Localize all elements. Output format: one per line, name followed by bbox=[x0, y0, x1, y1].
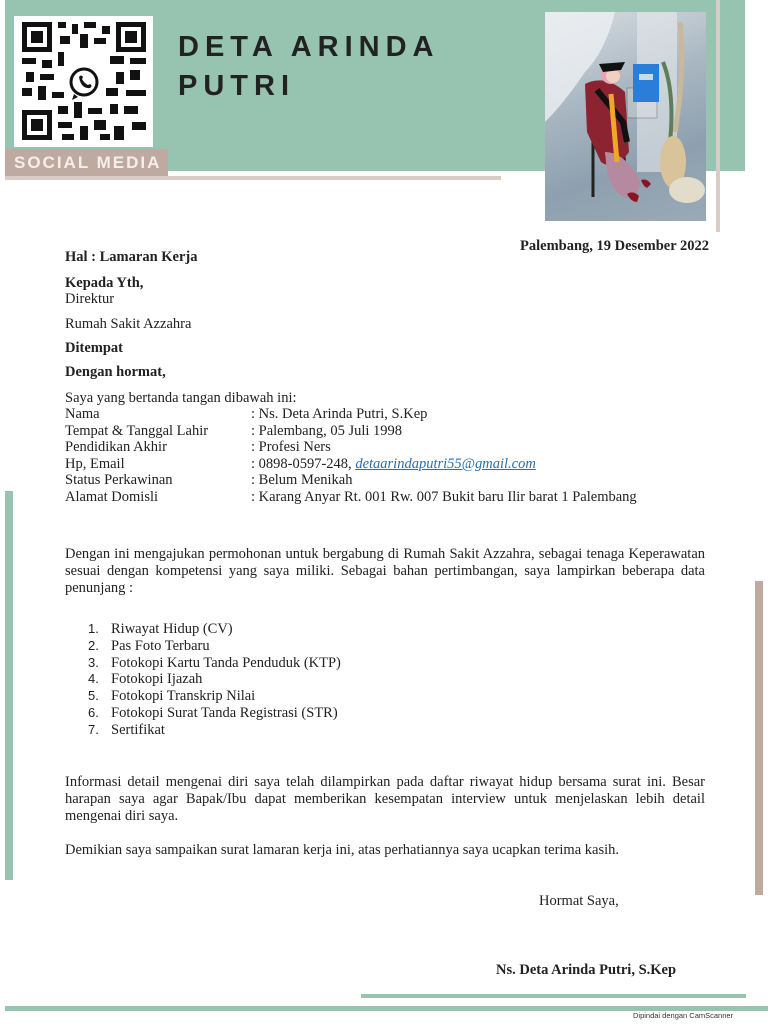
scanner-watermark: Dipindai dengan CamScanner bbox=[633, 1011, 734, 1020]
detail-value: : Belum Menikah bbox=[251, 472, 353, 488]
footer-rule-short bbox=[361, 994, 746, 998]
paragraph-closing: Demikian saya sampaikan surat lamaran kerja ini, atas perhatiannya saya ucapkan terima kasih. bbox=[65, 842, 620, 858]
detail-row-contact bbox=[65, 456, 536, 473]
applicant-name-title bbox=[178, 28, 439, 106]
signature-name: Ns. Deta Arinda Putri, S.Kep bbox=[496, 962, 677, 978]
header-vertical-rule bbox=[716, 0, 720, 232]
detail-label: Alamat Domisli bbox=[65, 488, 159, 505]
list-item: 2. Pas Foto Terbaru bbox=[88, 637, 210, 654]
detail-row-birth bbox=[65, 423, 402, 440]
detail-value: : 0898-0597-248, bbox=[251, 455, 356, 472]
list-item: 4. Fotokopi Ijazah bbox=[88, 671, 203, 688]
detail-label: Pendidikan Akhir bbox=[65, 439, 167, 455]
intro-line: Saya yang bertanda tangan dibawah ini: bbox=[65, 390, 297, 406]
closing-salutation: Hormat Saya, bbox=[539, 893, 619, 909]
name-line-1: DETA ARINDA bbox=[178, 31, 440, 63]
detail-label: Nama bbox=[65, 406, 100, 422]
paragraph-application: Dengan ini mengajukan permohonan untuk bergabung di Rumah Sakit Azzahra, sebagai tenaga Keperawatan sesuai dengan kompetensi yang saya miliki. Sebagai bahan pertimbangan, saya lampirkan beberapa data penunjang : bbox=[65, 546, 705, 596]
list-item: 7. Sertifikat bbox=[88, 721, 165, 738]
letter-subject: Hal : Lamaran Kerja bbox=[65, 249, 198, 265]
detail-value: : Profesi Ners bbox=[251, 439, 331, 455]
qr-code-icon bbox=[22, 22, 146, 140]
recipient-organization: Rumah Sakit Azzahra bbox=[65, 316, 192, 332]
header-divider bbox=[5, 176, 501, 180]
letter-date: Palembang, 19 Desember 2022 bbox=[520, 238, 710, 254]
right-accent-bar bbox=[755, 581, 763, 895]
photo-illustration bbox=[545, 12, 706, 221]
detail-row-address bbox=[65, 489, 637, 506]
attachment-list bbox=[88, 621, 341, 739]
list-item: 5. Fotokopi Transkrip Nilai bbox=[88, 688, 256, 705]
detail-row-education bbox=[65, 439, 331, 456]
email-link[interactable]: detaarindaputri55@gmail.com bbox=[355, 455, 536, 472]
social-media-label: SOCIAL MEDIA bbox=[5, 149, 168, 176]
detail-value: : Karang Anyar Rt. 001 Rw. 007 Bukit baru Ilir barat 1 Palembang bbox=[251, 488, 637, 505]
detail-label: Status Perkawinan bbox=[65, 472, 173, 488]
detail-row-marital bbox=[65, 472, 353, 489]
list-item: 1. Riwayat Hidup (CV) bbox=[88, 621, 233, 637]
graduation-photo bbox=[545, 12, 706, 221]
list-item: 3. Fotokopi Kartu Tanda Penduduk (KTP) bbox=[88, 654, 341, 671]
detail-label: Tempat & Tanggal Lahir bbox=[65, 422, 209, 439]
left-accent-bar bbox=[5, 491, 13, 880]
greeting: Dengan hormat, bbox=[65, 364, 166, 380]
detail-row-name bbox=[65, 406, 427, 423]
qr-code[interactable] bbox=[14, 16, 153, 147]
recipient-place: Ditempat bbox=[65, 340, 123, 356]
recipient-label: Kepada Yth, bbox=[65, 275, 144, 291]
detail-label: Hp, Email bbox=[65, 455, 125, 472]
paragraph-information: Informasi detail mengenai diri saya telah dilampirkan pada daftar riwayat hidup bersama surat ini. Besar harapan saya agar Bapak/Ibu dapat memberikan kesempatan interview untuk menjelaskan lebih detail mengenai diri saya. bbox=[65, 774, 705, 824]
detail-value: : Ns. Deta Arinda Putri, S.Kep bbox=[251, 406, 428, 422]
list-item: 6. Fotokopi Surat Tanda Registrasi (STR) bbox=[88, 704, 338, 721]
recipient-role: Direktur bbox=[65, 291, 115, 307]
name-line-2: PUTRI bbox=[178, 70, 295, 102]
detail-value: : Palembang, 05 Juli 1998 bbox=[251, 422, 403, 439]
